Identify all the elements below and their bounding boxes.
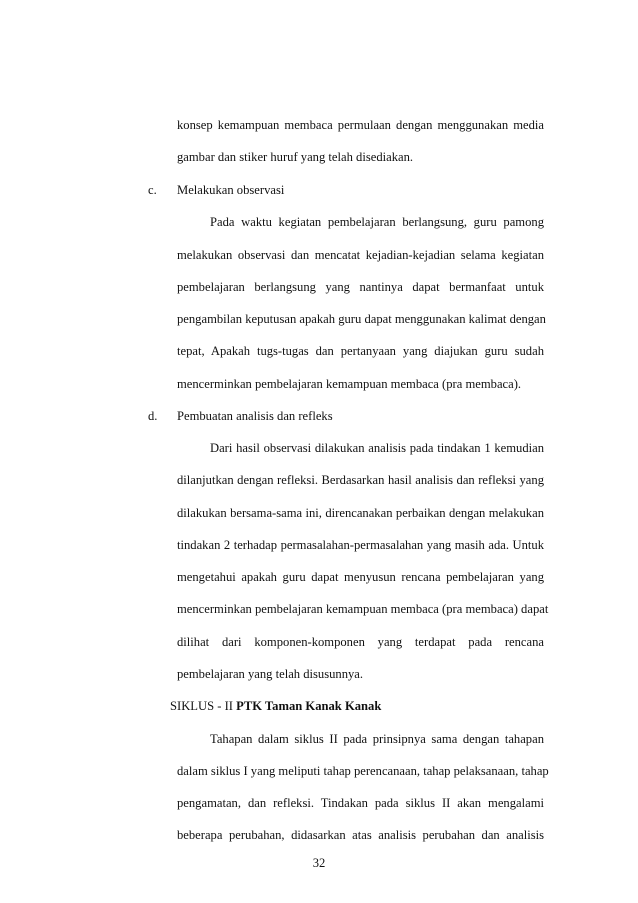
body-text-line: pengambilan keputusan apakah guru dapat menggunakan kalimat dengan [177,312,546,326]
body-text-line: dilihat dari komponen-komponen yang terdapat pada rencana [177,635,544,649]
body-text-line: beberapa perubahan, didasarkan atas analisis perubahan dan analisis [177,828,544,842]
siklus-heading-prefix: SIKLUS - II [170,699,237,713]
body-text-line: konsep kemampuan membaca permulaan dengan menggunakan media [177,118,544,132]
body-text-line: pembelajaran yang telah disusunnya. [177,667,364,681]
siklus-heading [170,698,381,714]
body-text-line: dilanjutkan dengan refleksi. Berdasarkan hasil analisis dan refleksi yang [177,473,544,487]
body-text-line: melakukan observasi dan mencatat kejadian-kejadian selama kegiatan [177,248,544,262]
body-text-line: Tahapan dalam siklus II pada prinsipnya sama dengan tahapan [210,732,544,746]
section-d-marker: d. [148,409,158,423]
section-c-marker: c. [148,183,157,197]
body-text-line: mencerminkan pembelajaran kemampuan membaca (pra membaca). [177,377,522,391]
body-text-line: pembelajaran berlangsung yang nantinya dapat bermanfaat untuk [177,280,544,294]
section-d-title: Pembuatan analisis dan refleks [177,409,333,423]
body-text-line: mengetahui apakah guru dapat menyusun rencana pembelajaran yang [177,570,544,584]
body-text-line: mencerminkan pembelajaran kemampuan membaca (pra membaca) dapat [177,602,549,616]
siklus-heading-title: PTK Taman Kanak Kanak [236,699,382,713]
page-number: 32 [312,856,326,870]
body-text-line: pengamatan, dan refleksi. Tindakan pada siklus II akan mengalami [177,796,544,810]
body-text-line: dalam siklus I yang meliputi tahap perencanaan, tahap pelaksanaan, tahap [177,764,549,778]
body-text-line: tepat, Apakah tugs-tugas dan pertanyaan yang diajukan guru sudah [177,344,544,358]
body-text-line: Dari hasil observasi dilakukan analisis pada tindakan 1 kemudian [210,441,544,455]
section-c-title: Melakukan observasi [177,183,285,197]
body-text-line: gambar dan stiker huruf yang telah disediakan. [177,150,414,164]
body-text-line: tindakan 2 terhadap permasalahan-permasalahan yang masih ada. Untuk [177,538,544,552]
body-text-line: Pada waktu kegiatan pembelajaran berlangsung, guru pamong [210,215,544,229]
body-text-line: dilakukan bersama-sama ini, direncanakan perbaikan dengan melakukan [177,506,544,520]
